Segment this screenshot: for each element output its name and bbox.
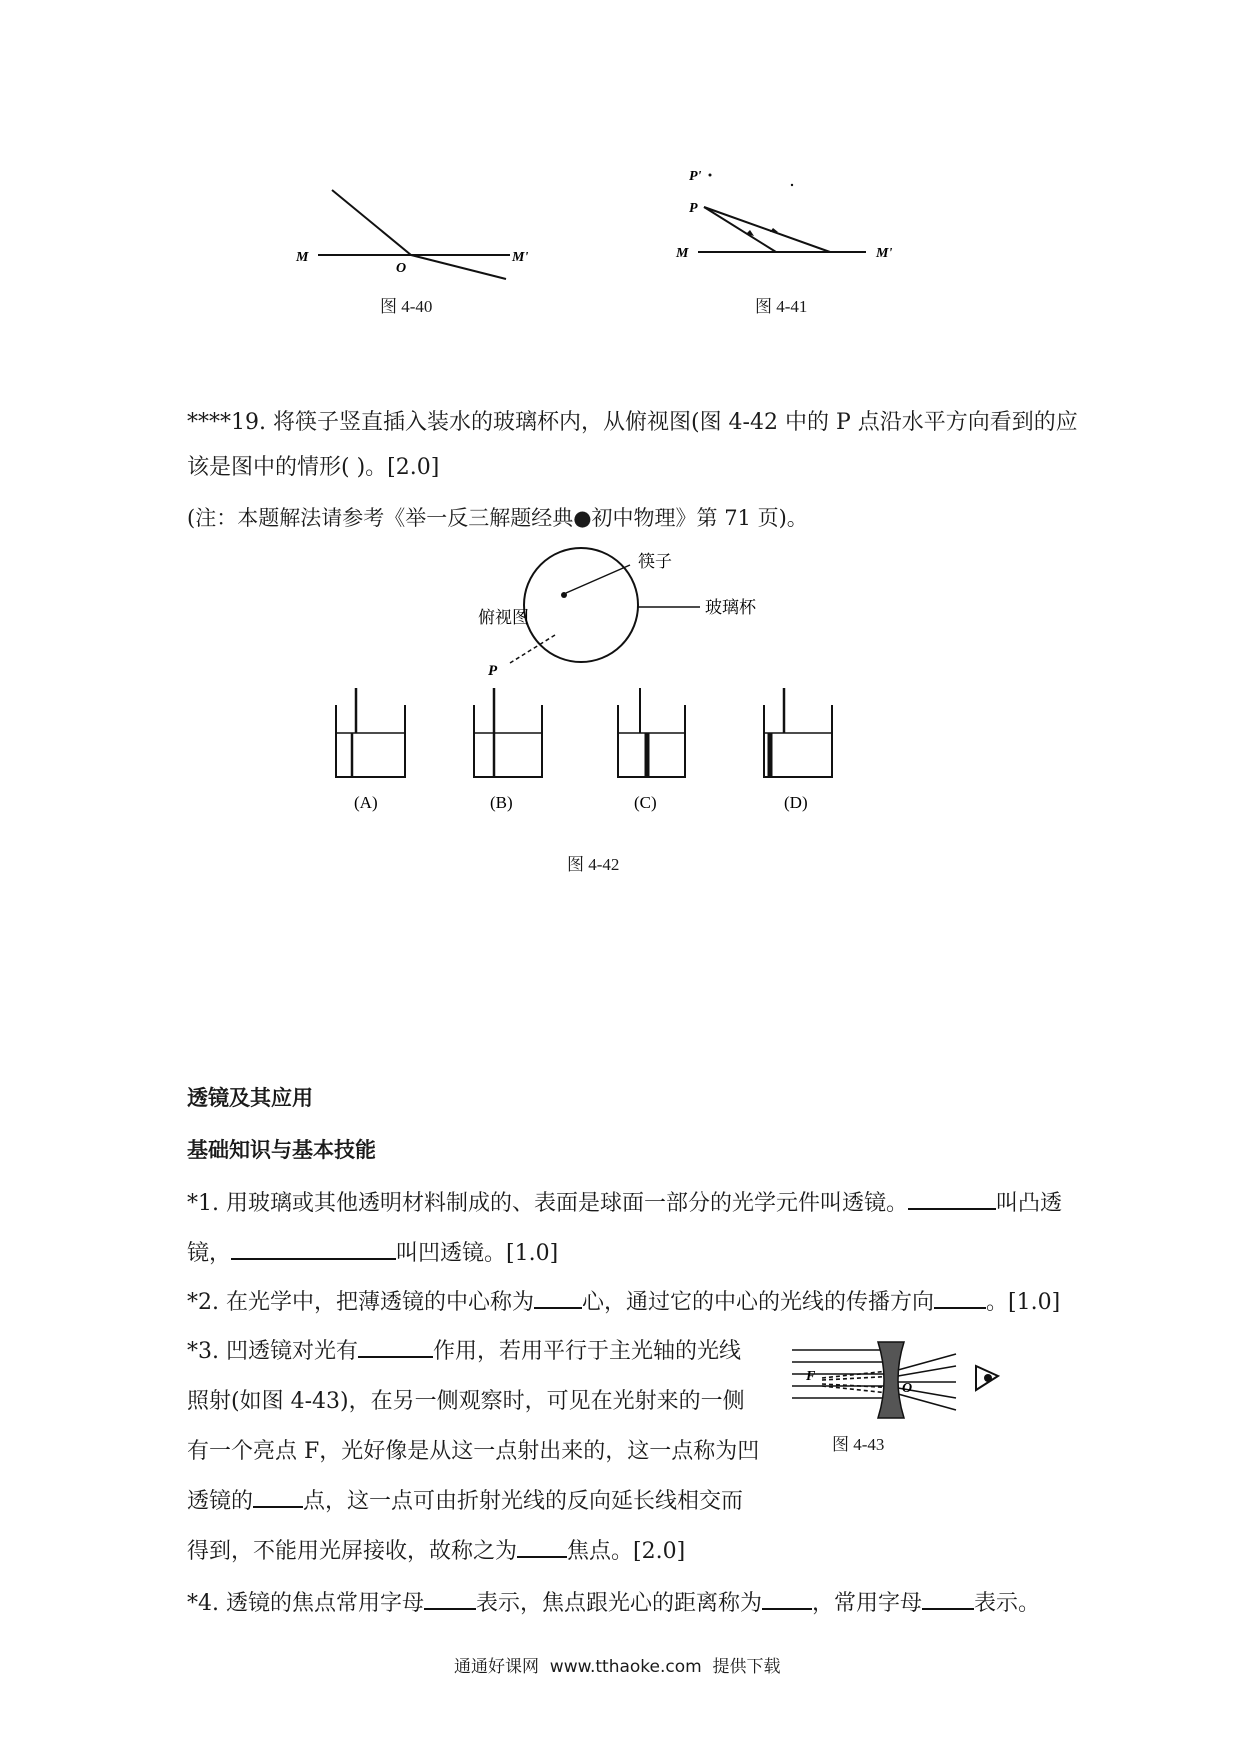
figure-4-41 bbox=[676, 160, 920, 270]
option-d-label: (D) bbox=[784, 793, 808, 812]
label-m-prime: M' bbox=[512, 250, 529, 265]
q2-blank-1[interactable] bbox=[534, 1307, 582, 1309]
q3-line-5: 得到，不能用光屏接收，故称之为 焦点。[2.0] bbox=[187, 1539, 686, 1564]
option-a bbox=[336, 688, 405, 777]
q1-blank-2[interactable] bbox=[231, 1258, 396, 1260]
eye-icon bbox=[976, 1366, 998, 1390]
figure-4-42-caption: 图 4-42 bbox=[567, 855, 620, 874]
q19-line-2: 该是图中的情形( )。[2.0] bbox=[187, 455, 440, 480]
label-p: P bbox=[488, 663, 498, 679]
q4-blank-3[interactable] bbox=[922, 1608, 974, 1610]
figure-4-43-caption: 图 4-43 bbox=[832, 1435, 885, 1454]
incident-ray bbox=[332, 190, 411, 255]
refracted-ray bbox=[411, 255, 506, 279]
figure-4-41-caption: 图 4-41 bbox=[755, 297, 808, 316]
q19-note: (注：本题解法请参考《举一反三解题经典●初中物理》第 71 页)。 bbox=[187, 506, 808, 530]
figure-4-40-caption: 图 4-40 bbox=[380, 297, 433, 316]
option-c bbox=[618, 688, 685, 777]
q3-blank-2[interactable] bbox=[253, 1506, 303, 1508]
label-m: M bbox=[296, 250, 309, 265]
figure-4-43 bbox=[780, 1340, 1010, 1420]
option-d bbox=[764, 688, 832, 777]
label-f: F bbox=[806, 1369, 816, 1384]
chopstick-leader bbox=[566, 565, 630, 593]
label-glass: 玻璃杯 bbox=[705, 598, 756, 617]
q3-line-4: 透镜的 点，这一点可由折射光线的反向延长线相交而 bbox=[187, 1489, 744, 1514]
section-subtitle: 基础知识与基本技能 bbox=[187, 1138, 376, 1162]
q4-blank-1[interactable] bbox=[424, 1608, 476, 1610]
q3-blank-1[interactable] bbox=[358, 1356, 433, 1358]
q1-line-2: 镜， 叫凹透镜。[1.0] bbox=[187, 1241, 559, 1266]
figure-4-42 bbox=[320, 545, 880, 820]
q4-line: *4. 透镜的焦点常用字母 表示，焦点跟光心的距离称为 ，常用字母 表示。 bbox=[187, 1591, 1041, 1616]
glass-top-view bbox=[524, 548, 638, 662]
q3-blank-3[interactable] bbox=[517, 1556, 567, 1558]
label-p: P bbox=[689, 201, 698, 216]
label-m: M bbox=[676, 246, 689, 261]
q19-line-1: ****19. 将筷子竖直插入装水的玻璃杯内，从俯视图(图 4-42 中的 P 点沿水平方向看到的应 bbox=[187, 410, 1078, 435]
label-o: O bbox=[902, 1381, 913, 1396]
label-m-prime: M' bbox=[876, 246, 893, 261]
stray-dot bbox=[791, 184, 793, 186]
option-b bbox=[474, 688, 542, 777]
option-a-label: (A) bbox=[354, 793, 378, 812]
q3-line-3: 有一个亮点 F，光好像是从这一点射出来的，这一点称为凹 bbox=[187, 1439, 760, 1464]
q2-line: *2. 在光学中，把薄透镜的中心称为 心，通过它的中心的光线的传播方向 。[1.0] bbox=[187, 1290, 1061, 1315]
q4-blank-2[interactable] bbox=[762, 1608, 812, 1610]
concave-lens bbox=[878, 1342, 904, 1418]
option-b-label: (B) bbox=[490, 793, 513, 812]
q3-line-1: *3. 凹透镜对光有 作用，若用平行于主光轴的光线 bbox=[187, 1339, 741, 1364]
view-direction bbox=[510, 635, 555, 663]
label-p-prime: P' bbox=[689, 169, 702, 184]
q1-blank-1[interactable] bbox=[908, 1208, 996, 1210]
label-o: O bbox=[396, 261, 407, 276]
q2-blank-2[interactable] bbox=[934, 1307, 986, 1309]
option-c-label: (C) bbox=[634, 793, 657, 812]
label-chopstick: 筷子 bbox=[638, 552, 672, 571]
label-top-view: 俯视图 bbox=[478, 608, 529, 627]
figure-4-40 bbox=[290, 175, 550, 285]
q3-line-2: 照射(如图 4-43)，在另一侧观察时，可见在光射来的一侧 bbox=[187, 1389, 745, 1414]
q1-line-1: *1. 用玻璃或其他透明材料制成的、表面是球面一部分的光学元件叫透镜。 叫凸透 bbox=[187, 1191, 1063, 1216]
point-p-prime bbox=[709, 174, 712, 177]
footer-credit: 通通好课网 www.tthaoke.com 提供下载 bbox=[454, 1657, 781, 1677]
section-title: 透镜及其应用 bbox=[187, 1086, 313, 1110]
